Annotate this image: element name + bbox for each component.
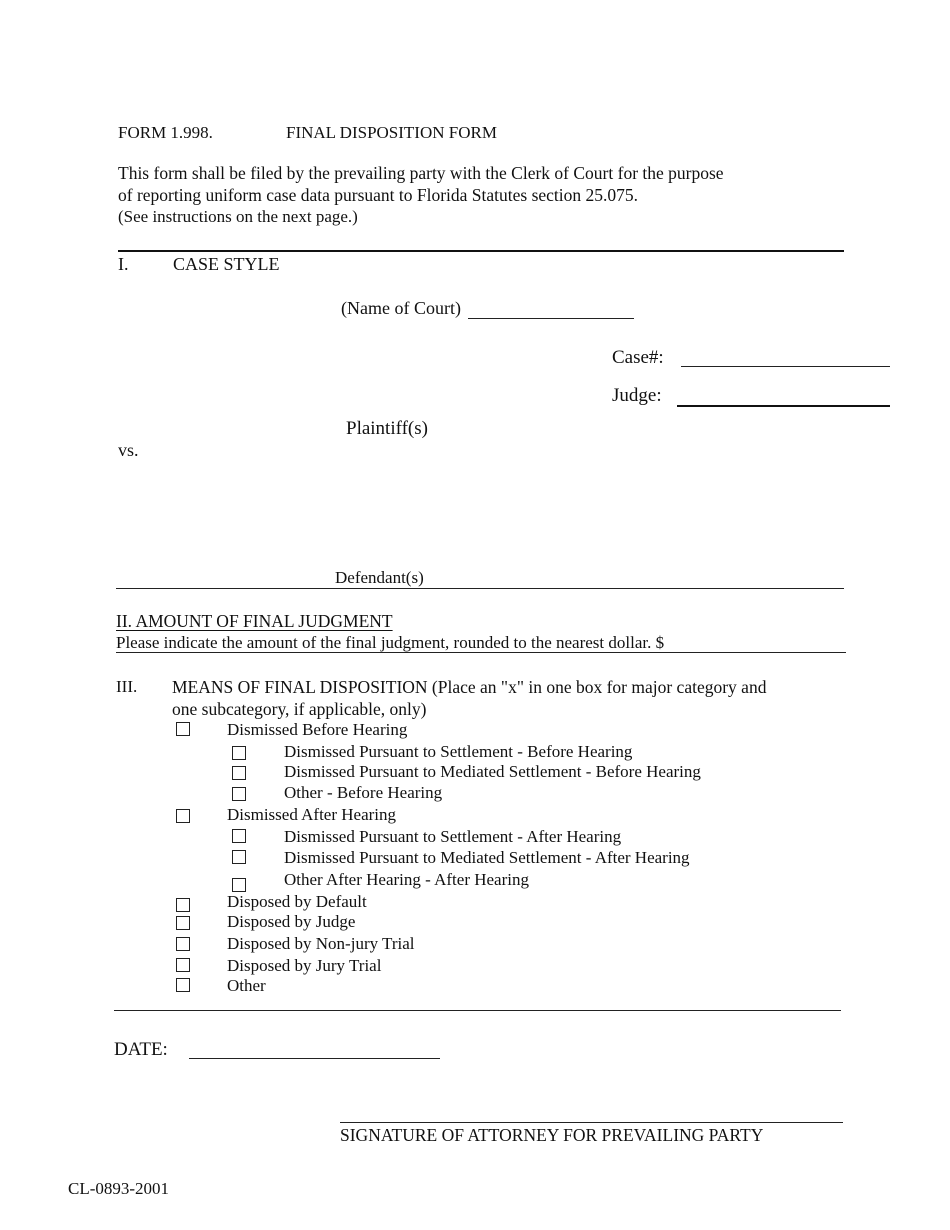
plaintiff-label: Plaintiff(s) <box>346 418 428 439</box>
checkbox-other-before-hearing[interactable] <box>232 787 246 801</box>
court-name-label: (Name of Court) <box>341 298 461 318</box>
section-iii-heading-1: MEANS OF FINAL DISPOSITION (Place an "x" in one box for major category and <box>172 677 767 697</box>
intro-line-2: of reporting uniform case data pursuant to Florida Statutes section 25.075. <box>118 185 639 205</box>
vs-label: vs. <box>118 440 139 460</box>
defendant-line <box>116 588 844 589</box>
signature-line[interactable] <box>340 1122 843 1123</box>
checkbox-jury-trial[interactable] <box>176 958 190 972</box>
option-disposed-by-default: Disposed by Default <box>227 892 367 911</box>
form-number: FORM 1.998. <box>118 123 213 142</box>
section-i-number: I. <box>118 254 129 274</box>
intro-line-1: This form shall be filed by the prevailing party with the Clerk of Court for the purpose <box>118 163 724 183</box>
section-iii-heading-2: one subcategory, if applicable, only) <box>172 699 427 719</box>
section-iii-divider <box>114 1010 841 1011</box>
case-number-label: Case#: <box>612 347 664 368</box>
form-title: FINAL DISPOSITION FORM <box>286 123 497 142</box>
date-label: DATE: <box>114 1039 168 1060</box>
checkbox-settlement-after-hearing[interactable] <box>232 829 246 843</box>
checkbox-mediated-after-hearing[interactable] <box>232 850 246 864</box>
checkbox-disposed-by-judge[interactable] <box>176 916 190 930</box>
option-mediated-before-hearing: Dismissed Pursuant to Mediated Settlement - Before Hearing <box>284 762 701 781</box>
section-ii-heading: II. AMOUNT OF FINAL JUDGMENT <box>116 611 393 631</box>
option-jury-trial: Disposed by Jury Trial <box>227 956 382 975</box>
checkbox-other-after-hearing[interactable] <box>232 878 246 892</box>
form-code: CL-0893-2001 <box>68 1179 170 1198</box>
judge-label: Judge: <box>612 385 662 406</box>
court-name-field[interactable] <box>468 318 634 319</box>
option-non-jury-trial: Disposed by Non-jury Trial <box>227 934 415 953</box>
case-number-field[interactable] <box>681 366 890 367</box>
judgment-amount-field[interactable] <box>116 652 846 653</box>
section-i-heading: CASE STYLE <box>173 254 280 274</box>
option-settlement-before-hearing: Dismissed Pursuant to Settlement - Before Hearing <box>284 742 633 761</box>
intro-line-3: (See instructions on the next page.) <box>118 207 358 226</box>
option-disposed-by-judge: Disposed by Judge <box>227 912 356 931</box>
section-iii-number: III. <box>116 677 138 696</box>
checkbox-non-jury-trial[interactable] <box>176 937 190 951</box>
option-dismissed-after-hearing: Dismissed After Hearing <box>227 805 397 824</box>
checkbox-settlement-before-hearing[interactable] <box>232 746 246 760</box>
judge-field[interactable] <box>677 405 890 407</box>
option-other: Other <box>227 976 266 995</box>
date-field[interactable] <box>189 1058 440 1059</box>
option-settlement-after-hearing: Dismissed Pursuant to Settlement - After Hearing <box>284 827 622 846</box>
checkbox-dismissed-after-hearing[interactable] <box>176 809 190 823</box>
judgment-instruction: Please indicate the amount of the final judgment, rounded to the nearest dollar. $ <box>116 633 665 652</box>
signature-label: SIGNATURE OF ATTORNEY FOR PREVAILING PARTY <box>340 1125 764 1145</box>
checkbox-dismissed-before-hearing[interactable] <box>176 722 190 736</box>
option-other-after-hearing: Other After Hearing - After Hearing <box>284 870 529 889</box>
checkbox-other[interactable] <box>176 978 190 992</box>
option-dismissed-before-hearing: Dismissed Before Hearing <box>227 720 408 739</box>
option-mediated-after-hearing: Dismissed Pursuant to Mediated Settlement - After Hearing <box>284 848 690 867</box>
defendant-label: Defendant(s) <box>335 568 424 587</box>
checkbox-mediated-before-hearing[interactable] <box>232 766 246 780</box>
section-divider <box>118 250 844 252</box>
option-other-before-hearing: Other - Before Hearing <box>284 783 443 802</box>
checkbox-disposed-by-default[interactable] <box>176 898 190 912</box>
